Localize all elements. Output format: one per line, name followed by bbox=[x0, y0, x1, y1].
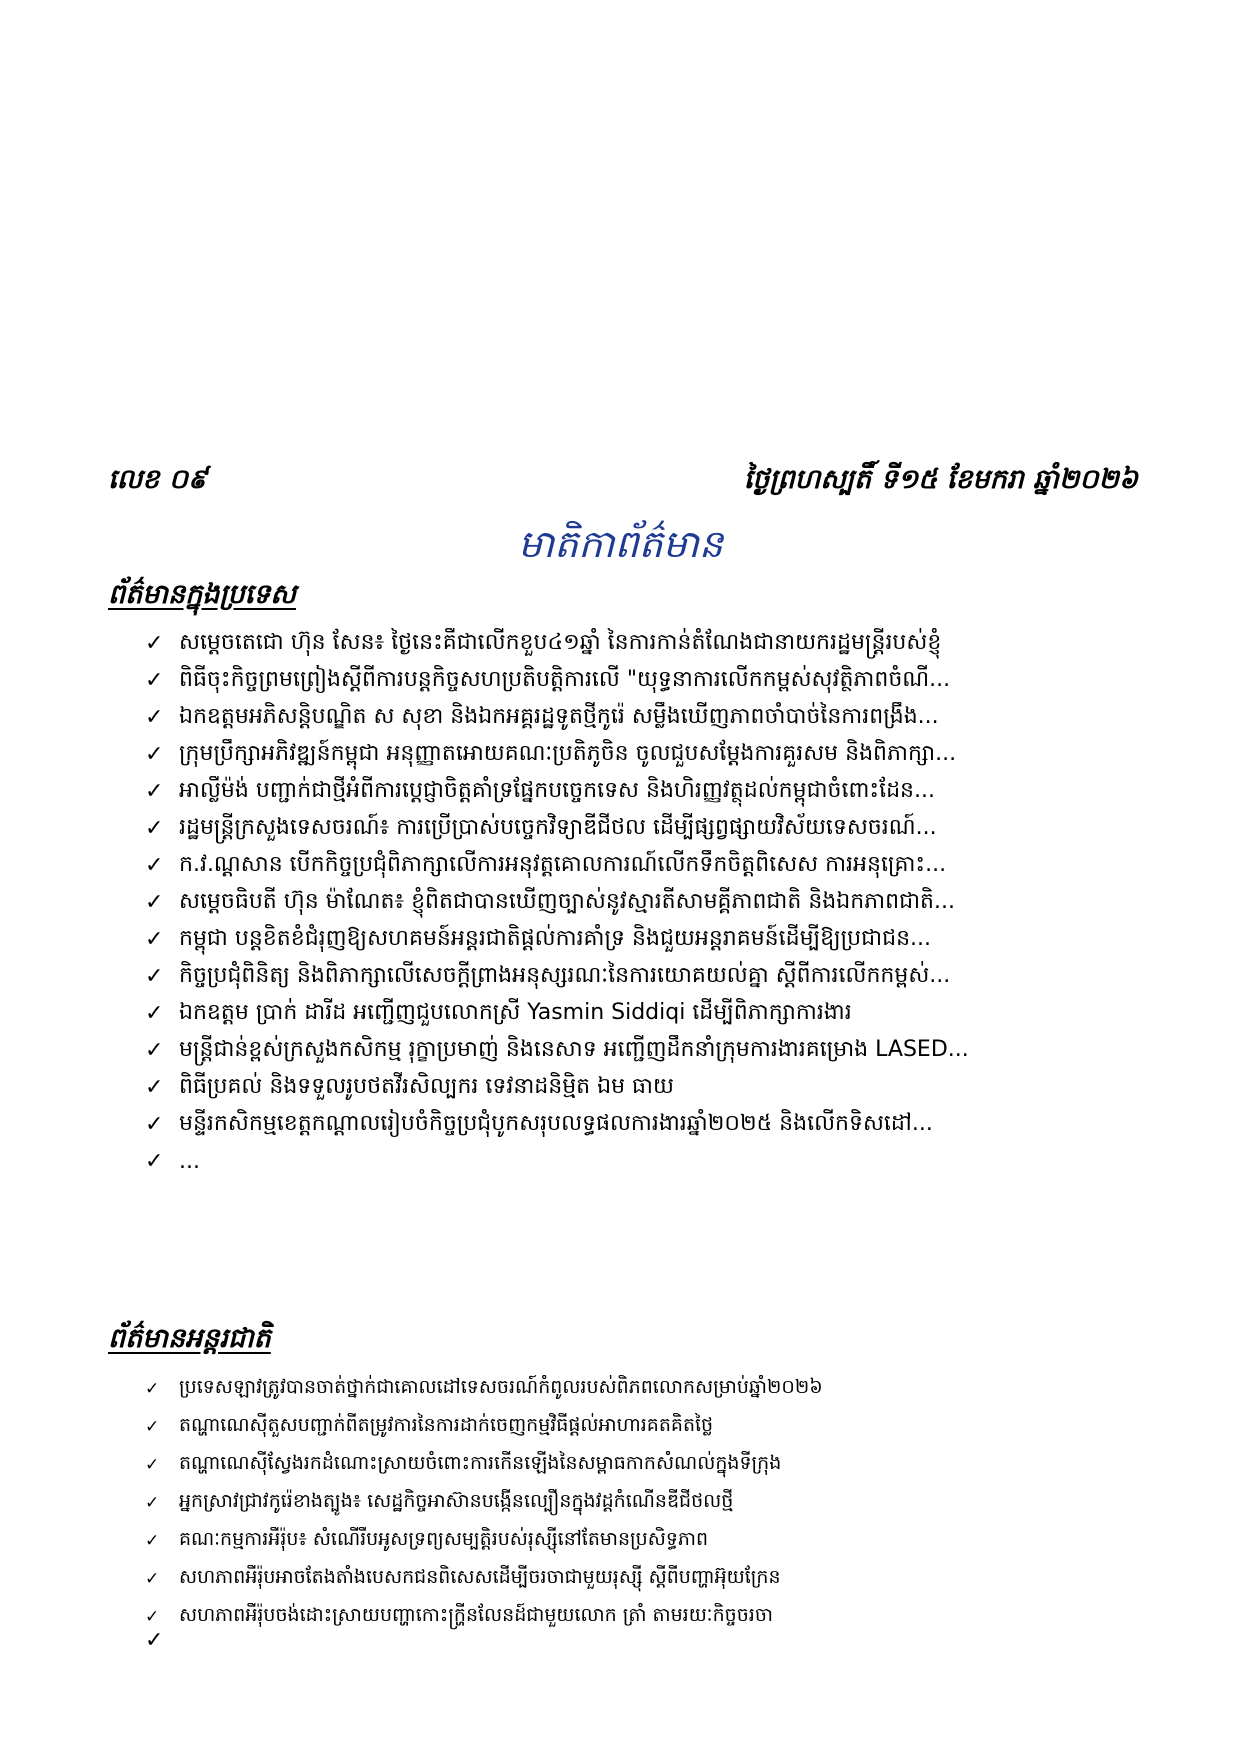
news-headline: សហភាពអឺរ៉ុបចង់ដោះស្រាយបញ្ហាកោះក្រ្ហីនលែនដ៍ជាមួយលោក ត្រាំ តាមរយៈកិច្ចចរចា bbox=[179, 1604, 773, 1626]
news-headline: តណ្ហាណេស៊ីស្វែងរកដំណោះស្រាយចំពោះការកើនឡើងនៃសម្ពាធកាកសំណល់ក្នុងទីក្រុង bbox=[179, 1452, 782, 1474]
check-icon: ✓ bbox=[145, 1530, 160, 1551]
check-icon: ✓ bbox=[145, 815, 164, 841]
issue-number: លេខ ០៩ bbox=[108, 464, 208, 495]
news-headline: ឯកឧត្តម ប្រាក់ ដារីដ អញ្ជើញជួបលោកស្រី Yasmin Siddiqi ដើម្បីពិភាក្សាការងារ bbox=[179, 999, 852, 1025]
check-icon: ✓ bbox=[145, 1148, 164, 1174]
check-icon: ✓ bbox=[145, 852, 164, 878]
news-headline: ពិធីចុះកិច្ចព្រមព្រៀងស្តីពីការបន្តកិច្ចសហប្រតិបត្តិការលើ "យុទ្ធនាការលើកកម្ពស់សុវត្ថិភាពចំណី... bbox=[179, 666, 951, 692]
news-headline: សម្តេចធិបតី ហ៊ុន ម៉ាណែត៖ ខ្ញុំពិតជាបានឃើញច្បាស់នូវស្មារតីសាមគ្គីភាពជាតិ និងឯកភាពជាតិ... bbox=[179, 888, 955, 914]
check-icon: ✓ bbox=[145, 704, 164, 730]
news-headline: មន្ត្រីជាន់ខ្ពស់ក្រសួងកសិកម្ម រុក្ខាប្រមាញ់ និងនេសាទ អញ្ជើញដឹកនាំក្រុមការងារគម្រោង LASED... bbox=[179, 1036, 969, 1062]
domestic-news-heading: ព័ត៌មានក្នុងប្រទេស bbox=[108, 579, 296, 610]
check-icon: ✓ bbox=[145, 1568, 160, 1589]
check-icon: ✓ bbox=[145, 778, 164, 804]
list-item[interactable] bbox=[145, 1143, 1145, 1180]
check-icon: ✓ bbox=[145, 1111, 164, 1137]
list-item[interactable] bbox=[145, 884, 1145, 921]
check-icon: ✓ bbox=[145, 1037, 164, 1063]
news-headline: សម្តេចតេជោ ហ៊ុន សែន៖ ថ្ងៃនេះគឺជាលើកខួប៤១ឆ្នាំ នៃការកាន់តំណែងជានាយករដ្ឋមន្ត្រីរបស់ខ្ញុំ bbox=[179, 629, 942, 655]
domestic-news-list bbox=[145, 625, 1145, 1180]
header-row bbox=[108, 463, 1138, 503]
list-item[interactable] bbox=[145, 995, 1145, 1032]
news-headline: រដ្ឋមន្ត្រីក្រសួងទេសចរណ៍៖ ការប្រើប្រាស់បច្ចេកវិទ្យាឌីជីថល ដើម្បីផ្សព្វផ្សាយវិស័យទេសចរណ៍... bbox=[179, 814, 937, 840]
check-icon: ✓ bbox=[145, 1628, 164, 1653]
page-title: មាតិកាព័ត៌មាន bbox=[517, 522, 724, 566]
news-headline: កម្ពុជា បន្តខិតខំជំរុញឱ្យសហគមន៍អន្តរជាតិផ្តល់ការគាំទ្រ និងជួយអន្តរាគមន៍ដើម្បីឱ្យប្រជាជន... bbox=[179, 925, 932, 951]
list-item[interactable] bbox=[145, 1446, 1145, 1484]
check-icon: ✓ bbox=[145, 889, 164, 915]
list-item[interactable] bbox=[145, 699, 1145, 736]
list-item[interactable] bbox=[145, 1069, 1145, 1106]
list-item[interactable] bbox=[145, 1522, 1145, 1560]
check-icon: ✓ bbox=[145, 1606, 160, 1627]
check-icon: ✓ bbox=[145, 1492, 160, 1513]
news-headline: ... bbox=[179, 1149, 200, 1174]
list-item[interactable] bbox=[145, 810, 1145, 847]
list-item[interactable] bbox=[145, 847, 1145, 884]
issue-date: ថ្ងៃព្រហស្បតិ៍ ទី១៥ ខែមករា ឆ្នាំ២០២៦ bbox=[743, 464, 1138, 495]
news-headline: ក្រុមប្រឹក្សាអភិវឌ្ឍន៍កម្ពុជា អនុញ្ញាតអោយគណៈប្រតិភូចិន ចូលជួបសម្តែងការគួរសម និងពិភាក្សា... bbox=[179, 740, 957, 766]
news-headline: ប្រទេសឡាវត្រូវបានចាត់ថ្នាក់ជាគោលដៅទេសចរណ៍កំពូលរបស់ពិភពលោកសម្រាប់ឆ្នាំ២០២៦ bbox=[179, 1376, 823, 1398]
list-item[interactable] bbox=[145, 662, 1145, 699]
list-item[interactable] bbox=[145, 1106, 1145, 1143]
news-headline: កិច្ចប្រជុំពិនិត្យ និងពិភាក្សាលើសេចក្តីព្រាងអនុស្សរណៈនៃការយោគយល់គ្នា ស្តីពីការលើកកម្ពស់... bbox=[179, 962, 951, 988]
check-icon: ✓ bbox=[145, 926, 164, 952]
list-item[interactable] bbox=[145, 1032, 1145, 1069]
international-news-list bbox=[145, 1370, 1145, 1636]
international-news-heading: ព័ត៌មានអន្តរជាតិ bbox=[108, 1323, 271, 1354]
list-item[interactable] bbox=[145, 736, 1145, 773]
news-headline: ពិធីប្រគល់ និងទទួលរូបថតវីរសិល្បករ ទេវនាដនិម្មិត ឯម ធាយ bbox=[179, 1073, 674, 1099]
news-headline: ក.វ.ណ្តសាន បើកកិច្ចប្រជុំពិភាក្សាលើការអនុវត្តគោលការណ៍លើកទឹកចិត្តពិសេស ការអនុគ្រោះ... bbox=[179, 851, 947, 877]
list-item[interactable] bbox=[145, 1408, 1145, 1446]
list-item[interactable] bbox=[145, 958, 1145, 995]
list-item[interactable] bbox=[145, 1484, 1145, 1522]
list-item[interactable] bbox=[145, 1560, 1145, 1598]
list-item[interactable] bbox=[145, 1370, 1145, 1408]
list-item[interactable] bbox=[145, 921, 1145, 958]
check-icon: ✓ bbox=[145, 963, 164, 989]
check-icon: ✓ bbox=[145, 1454, 160, 1475]
news-headline: អាល្លឺម៉ង់ បញ្ជាក់ជាថ្មីអំពីការប្តេជ្ញាចិត្តគាំទ្រផ្នែកបច្ចេកទេស និងហិរញ្ញវត្ថុដល់កម្ពុជាចំពោះដែន... bbox=[179, 777, 935, 803]
news-headline: មន្ទីរកសិកម្មខេត្តកណ្តាលរៀបចំកិច្ចប្រជុំបូកសរុបលទ្ធផលការងារឆ្នាំ២០២៥ និងលើកទិសដៅ... bbox=[179, 1110, 933, 1136]
news-headline: ឯកឧត្តមអភិសន្តិបណ្ឌិត ស សុខា និងឯកអគ្គរដ្ឋទូតថ្មីកូរ៉េ សម្លឹងឃើញភាពចាំបាច់នៃការពង្រឹង... bbox=[179, 703, 939, 729]
check-icon: ✓ bbox=[145, 630, 164, 656]
check-icon: ✓ bbox=[145, 667, 164, 693]
news-headline: គណៈកម្មការអឺរ៉ុប៖ សំណើរឹបអូសទ្រព្យសម្បត្តិរបស់រុស្ស៊ីនៅតែមានប្រសិទ្ធភាព bbox=[179, 1528, 709, 1550]
list-item[interactable] bbox=[145, 773, 1145, 810]
check-icon: ✓ bbox=[145, 1000, 164, 1026]
news-headline: សហភាពអឺរ៉ុបអាចតែងតាំងបេសកជនពិសេសដើម្បីចរចាជាមួយរុស្ស៊ី ស្តីពីបញ្ហាអ៊ុយក្រែន bbox=[179, 1566, 781, 1588]
check-icon: ✓ bbox=[145, 741, 164, 767]
news-headline: តណ្ហាណេស៊ីតួសបញ្ជាក់ពីតម្រូវការនៃការដាក់ចេញកម្មវិធីផ្តល់អាហារគតគិតថ្លៃ bbox=[179, 1414, 714, 1436]
news-headline: អ្នកស្រាវជ្រាវកូរ៉េខាងត្បូង៖ សេដ្ឋកិច្ចអាស៊ានបង្កើនល្បឿនក្នុងវដ្តកំណើនឌីជីថលថ្មី bbox=[179, 1490, 734, 1512]
list-item[interactable] bbox=[145, 625, 1145, 662]
check-icon: ✓ bbox=[145, 1416, 160, 1437]
list-item[interactable] bbox=[145, 1598, 1145, 1636]
check-icon: ✓ bbox=[145, 1074, 164, 1100]
check-icon: ✓ bbox=[145, 1378, 160, 1399]
